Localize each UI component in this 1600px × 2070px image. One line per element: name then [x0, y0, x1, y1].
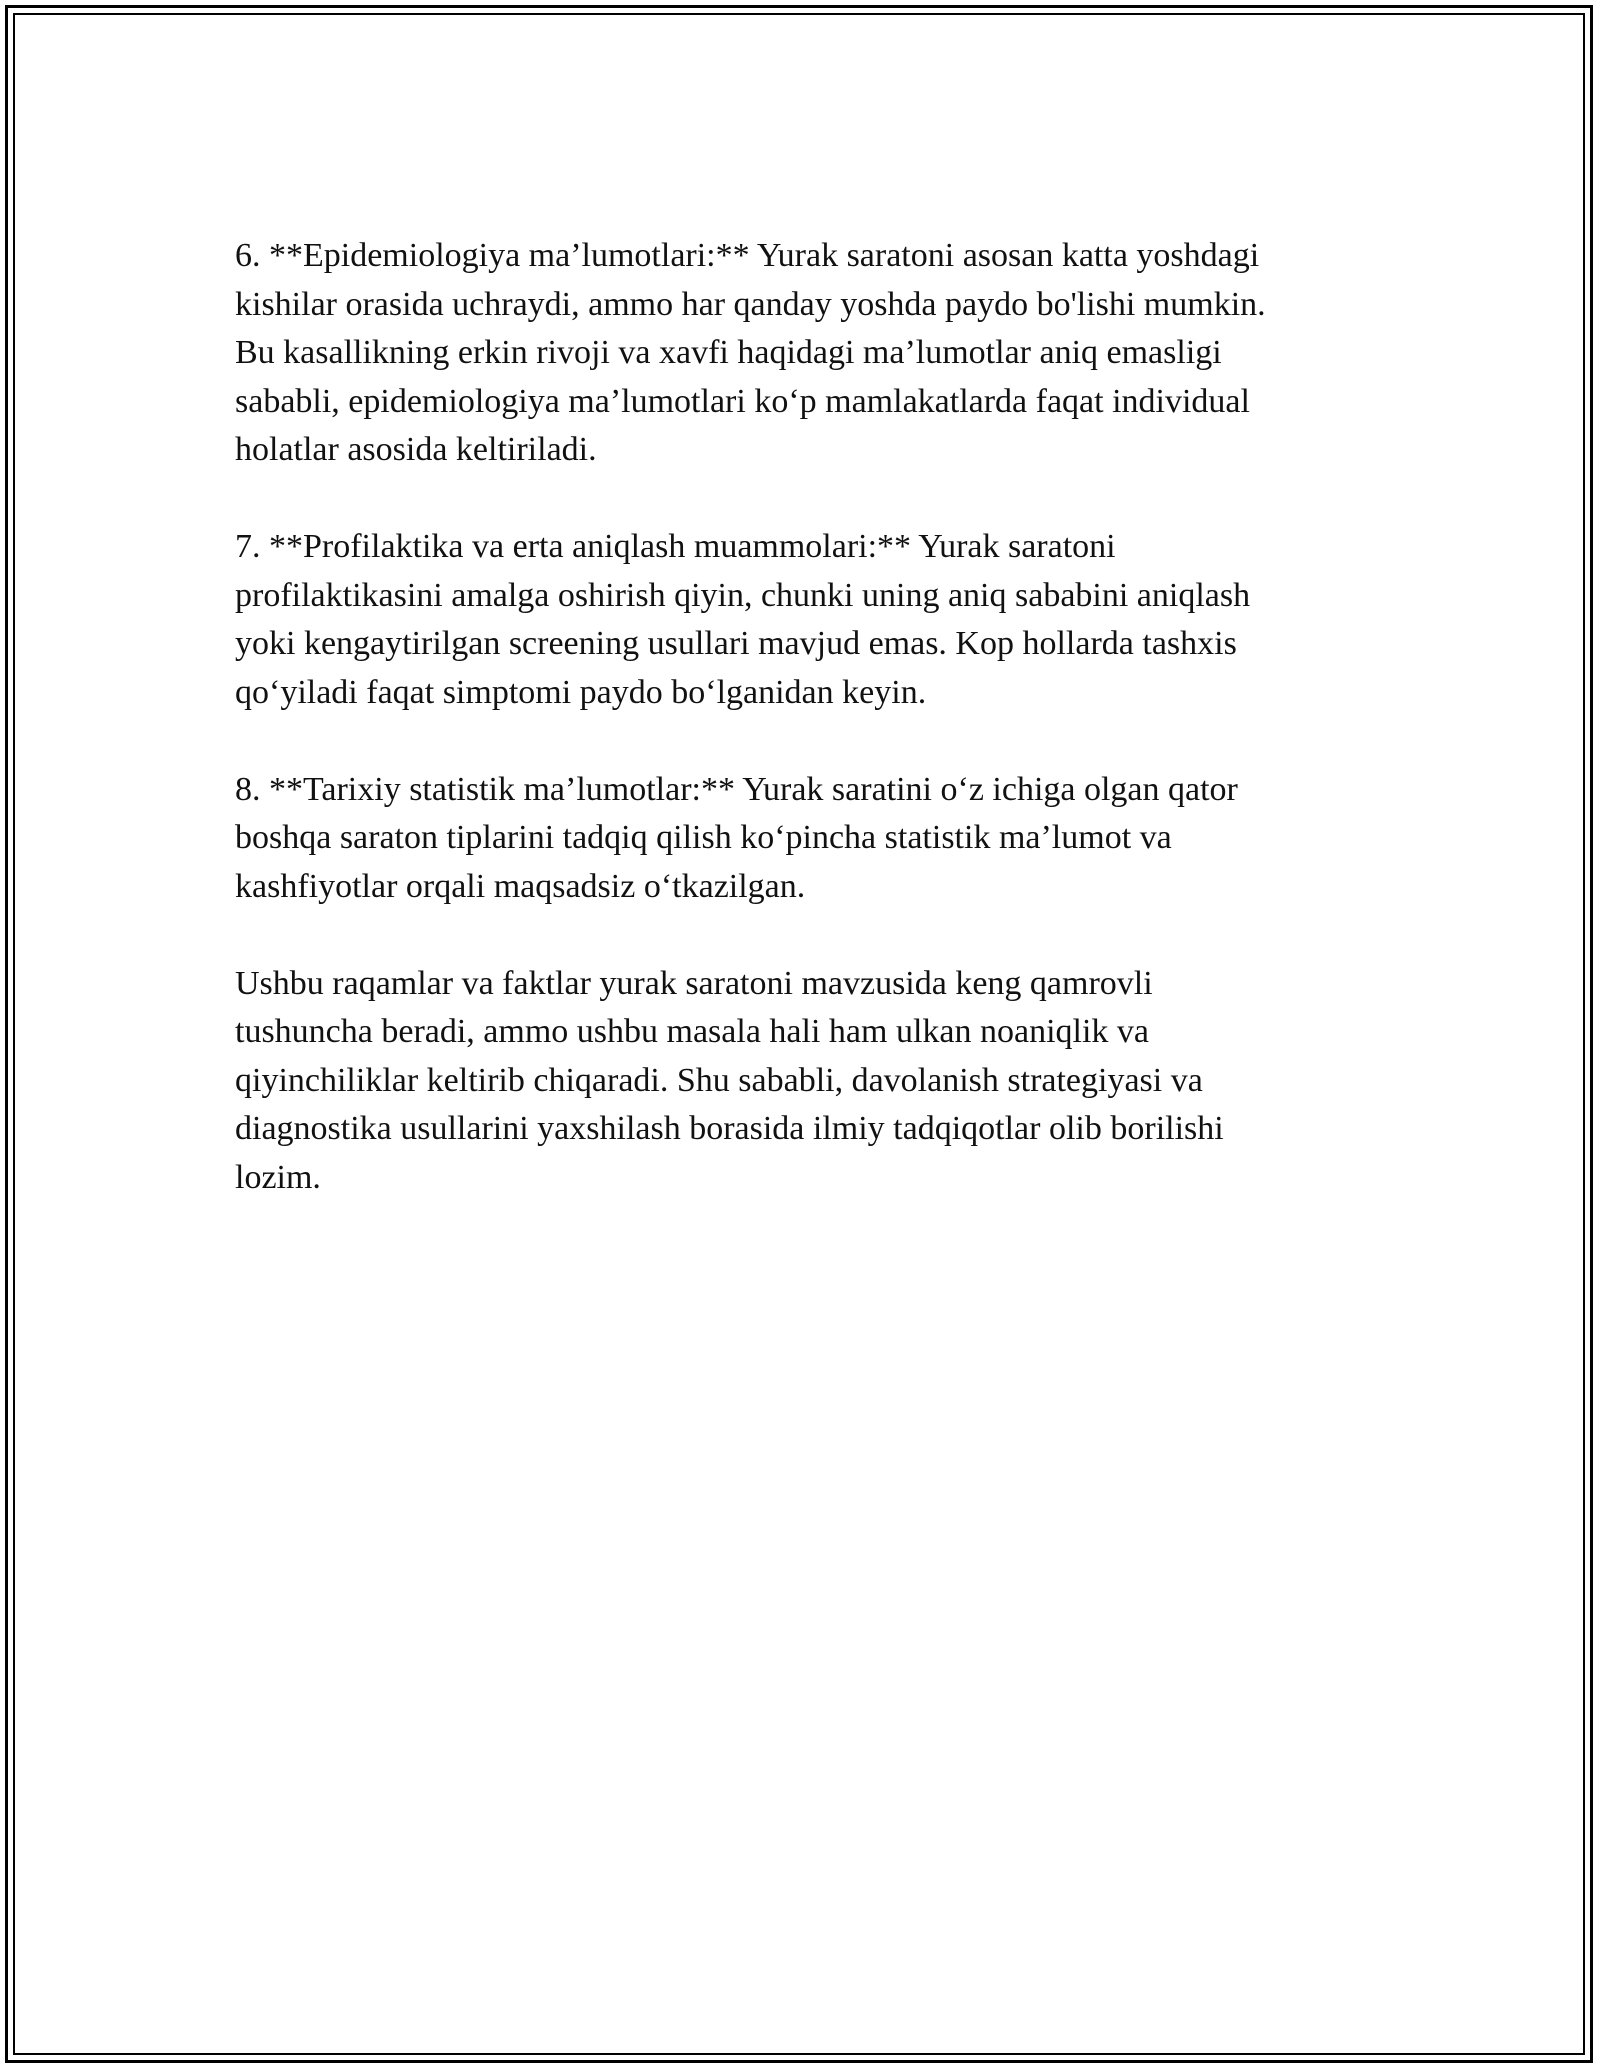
text-line: qiyinchiliklar keltirib chiqaradi. Shu sababli, davolanish strategiyasi va [235, 1061, 1203, 1099]
text-line: yoki kengaytirilgan screening usullari mavjud emas. Kop hollarda tashxis [235, 625, 1237, 662]
text-line: Ushbu raqamlar va faktlar yurak saratoni mavzusida keng qamrovli [235, 964, 1153, 1002]
text-line: profilaktikasini amalga oshirish qiyin, chunki uning aniq sababini aniqlash [235, 576, 1251, 614]
text-line: tushuncha beradi, ammo ushbu masala hali ham ulkan noaniqlik va [235, 1013, 1149, 1050]
text-line: kashfiyotlar orqali maqsadsiz o‘tkazilgan. [235, 867, 806, 905]
text-line: 6. **Epidemiologiya ma’lumotlari:** Yurak saratoni asosan katta yoshdagi [235, 237, 1260, 274]
document-body [235, 232, 1375, 1202]
text-line: sababli, epidemiologiya ma’lumotlari ko‘p mamlakatlarda faqat individual [235, 382, 1250, 420]
text-line: 8. **Tarixiy statistik ma’lumotlar:** Yurak saratini o‘z ichiga olgan qator [235, 770, 1238, 808]
text-line: Bu kasallikning erkin rivoji va xavfi haqidagi ma’lumotlar aniq emasligi [235, 334, 1222, 371]
text-line: 7. **Profilaktika va erta aniqlash muammolari:** Yurak saratoni [235, 528, 1116, 565]
text-line: diagnostika usullarini yaxshilash borasida ilmiy tadqiqotlar olib borilishi [235, 1110, 1224, 1147]
paragraph-epidemiology [235, 232, 1375, 475]
paragraph-historical-statistics [235, 766, 1375, 912]
text-line: qo‘yiladi faqat simptomi paydo bo‘lganidan keyin. [235, 673, 927, 711]
text-line: kishilar orasida uchraydi, ammo har qanday yoshda paydo bo'lishi mumkin. [235, 285, 1266, 323]
paragraph-prevention [235, 523, 1375, 717]
text-line: lozim. [235, 1158, 321, 1196]
text-line: holatlar asosida keltiriladi. [235, 431, 597, 468]
paragraph-conclusion [235, 960, 1375, 1203]
text-line: boshqa saraton tiplarini tadqiq qilish ko‘pincha statistik ma’lumot va [235, 819, 1172, 856]
